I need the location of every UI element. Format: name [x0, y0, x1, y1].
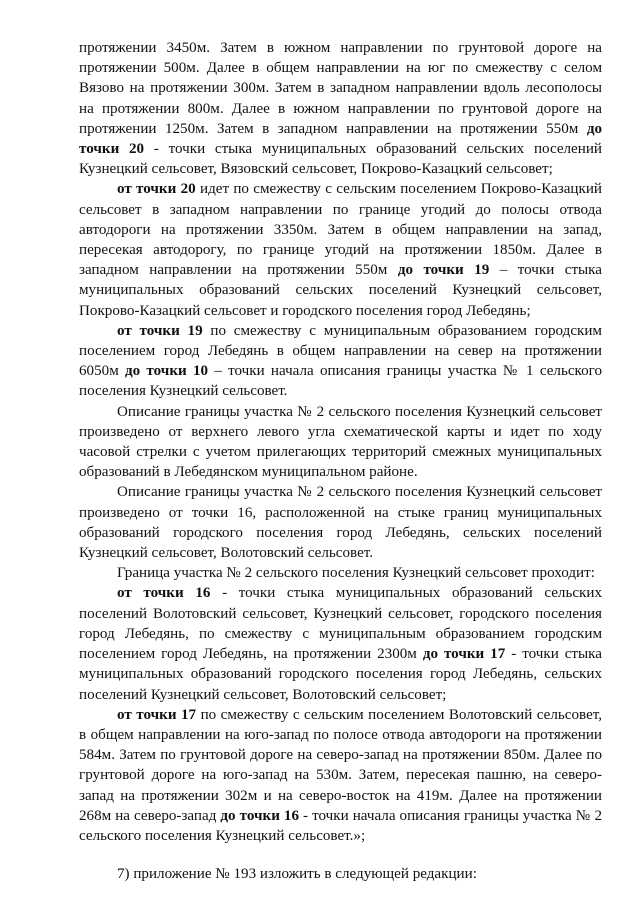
text-segment: по смежеству с сельским поселением Волотовский сельсовет, в общем направлении на юго-запад по полосе отвода автодороги на протяжении 584м. Затем по грунтовой дороге на северо-запад на протяжении 850м. Далее по грунтовой дороге на юго-запад на 530м. Затем, пересекая пашню, на северо-запад на протяжении 302м и на северо-восток на 419м. Далее на протяжении 268м на северо-запад: [79, 706, 602, 824]
paragraph: [79, 583, 602, 704]
text-segment: - точки стыка муниципальных образований сельских поселений Кузнецкий сельсовет, Вязовский сельсовет, Покрово-Казацкий сельсовет;: [79, 141, 602, 178]
paragraph: [79, 402, 602, 483]
document-page: [79, 38, 602, 884]
paragraph: [79, 482, 602, 563]
text-segment: - точки начала описания границы участка № 2 сельского поселения Кузнецкий сельсовет.»;: [79, 807, 602, 844]
point-reference: до точки 10: [125, 363, 209, 380]
point-reference: до точки 16: [220, 807, 300, 824]
point-reference: от точки 17: [117, 706, 197, 723]
point-reference: до точки 17: [422, 646, 506, 663]
text-segment: – точки стыка муниципальных образований сельских поселений Кузнецкий сельсовет, Покрово-Казацкий сельсовет и городского поселения город Лебедянь;: [79, 262, 602, 319]
text-segment: по смежеству с муниципальным образованием городским поселением город Лебедянь в общем направлении на север на протяжении 6050м: [79, 322, 602, 380]
amendment-item: 7) приложение № 193 изложить в следующей редакции:: [117, 866, 477, 883]
text-segment: - точки стыка муниципальных образований сельских поселений Волотовский сельсовет, Кузнецкий сельсовет, городского поселения город Лебедянь, по смежеству с муниципальным образованием городским поселением город Лебедянь, на протяжении 2300м: [79, 585, 602, 663]
paragraph: [79, 38, 602, 179]
text-segment: Описание границы участка № 2 сельского поселения Кузнецкий сельсовет произведено от точки 16, расположенной на стыке границ муниципальных образований городского поселения город Лебедянь, сельских поселений Кузнецкий сельсовет, Волотовский сельсовет.: [79, 484, 602, 562]
text-segment: идет по смежеству с сельским поселением Покрово-Казацкий сельсовет в западном направлении по границе угодий до полосы отвода автодороги на протяжении 3350м. Затем в общем направлении на запад, пересекая автодорогу, по границе угодий на протяжении 1850м. Далее в западном направлении на протяжении 550м: [79, 181, 602, 279]
text-segment: протяжении 3450м. Затем в южном направлении по грунтовой дороге на протяжении 500м. Далее в общем направлении на юг по смежеству с селом Вязово на протяжении 300м. Затем в западном направлении вдоль лесополосы на протяжении 800м. Далее в южном направлении по грунтовой дороге на протяжении 1250м. Затем в западном направлении на протяжении 550м: [79, 40, 602, 137]
text-segment: - точки стыка муниципальных образований городского поселения город Лебедянь, сельских поселений Кузнецкий сельсовет, Волотовский сельсовет;: [79, 646, 602, 703]
paragraph: [79, 179, 602, 320]
document-body: [79, 38, 602, 846]
paragraph: [79, 705, 602, 846]
text-segment: Граница участка № 2 сельского поселения Кузнецкий сельсовет проходит:: [117, 565, 595, 582]
paragraph: [79, 563, 602, 583]
point-reference: от точки 20: [117, 181, 196, 198]
point-reference: до точки 19: [397, 262, 490, 279]
point-reference: от точки 19: [117, 322, 203, 339]
paragraph-gap: [79, 846, 602, 864]
text-segment: Описание границы участка № 2 сельского поселения Кузнецкий сельсовет произведено от верхнего левого угла схематической карты и идет по ходу часовой стрелки с учетом прилегающих территорий смежных муниципальных образований в Лебедянском муниципальном районе.: [79, 403, 602, 481]
text-segment: – точки начала описания границы участка № 1 сельского поселения Кузнецкий сельсовет.: [79, 363, 602, 400]
point-reference: от точки 16: [117, 585, 211, 602]
point-reference: до точки 20: [79, 120, 602, 158]
paragraph: [79, 321, 602, 402]
